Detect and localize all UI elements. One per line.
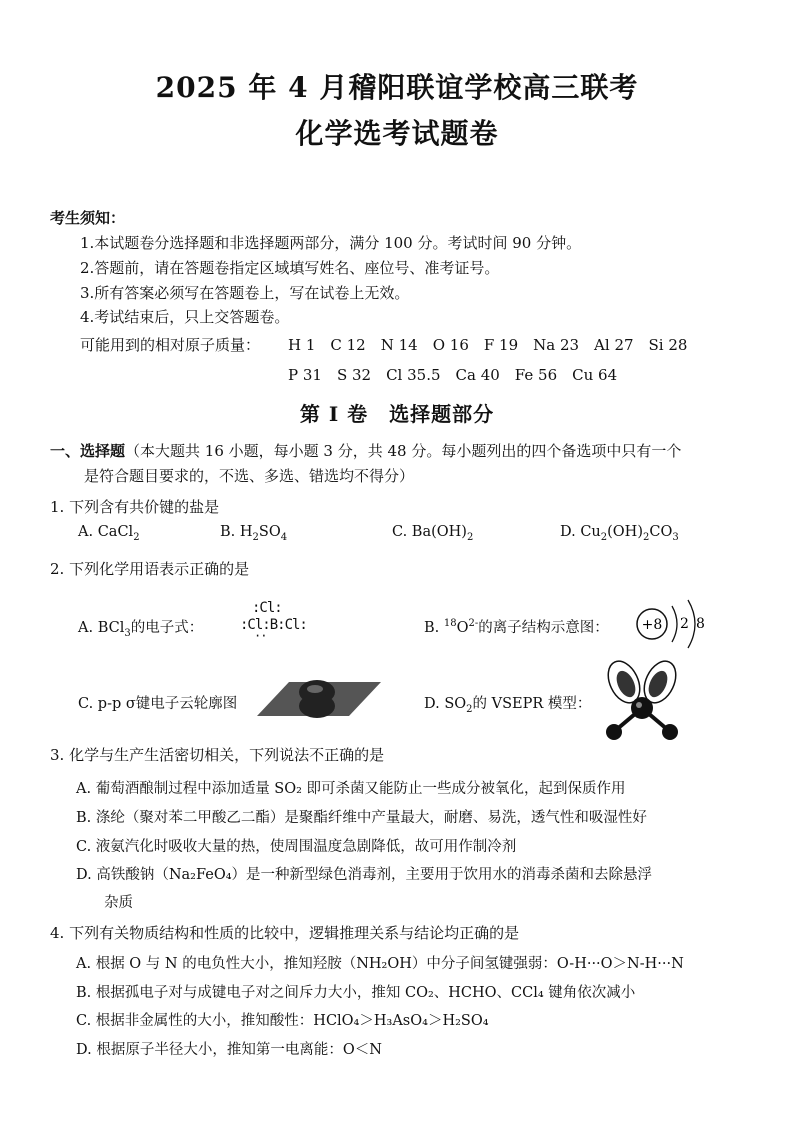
q2-b-label: B. — [424, 620, 440, 636]
atomic-mass-line2: P 31 S 32 Cl 35.5 Ca 40 Fe 56 Cu 64 — [288, 366, 618, 384]
q3-option-a: A. 葡萄酒酿制过程中添加适量 SO₂ 即可杀菌又能防止一些成分被氧化，起到保质作用 — [76, 781, 626, 797]
central-atom-highlight — [636, 702, 642, 708]
q2-stem: 2. 下列化学用语表示正确的是 — [50, 560, 250, 578]
section-desc-line2: 是符合题目要求的，不选、多选、错选均不得分） — [84, 467, 415, 485]
q3-option-d: D. 高铁酸钠（Na₂FeO₄）是一种新型绿色消毒剂，主要用于饮用水的消毒杀菌和去除悬浮 — [76, 867, 653, 883]
q2-option-c: C. p-p σ键电子云轮廓图 — [78, 696, 238, 712]
notice-item: 2.答题前，请在答题卷指定区域填写姓名、座位号、准考证号。 — [80, 259, 500, 277]
q1-option-d: D. $Cu_2(OH)_2CO_3$ — [560, 524, 679, 543]
part-title: 第 I 卷 选择题部分 — [299, 402, 495, 426]
atomic-mass-label: 可能用到的相对原子质量： — [80, 336, 261, 354]
notice-item: 1.本试题卷分选择题和非选择题两部分，满分 100 分。考试时间 90 分钟。 — [80, 234, 582, 252]
so2-vsepr-model — [598, 660, 690, 744]
atomic-mass-line1: H 1 C 12 N 14 O 16 F 19 Na 23 Al 27 Si 28 — [288, 336, 688, 354]
exam-title: 2025 年 4 月稽阳联谊学校高三联考 — [155, 71, 639, 104]
terminal-atom-left — [606, 724, 622, 740]
q1-b-label: B. — [220, 524, 236, 540]
q3-option-c: C. 液氨汽化时吸收大量的热，使周围温度急剧降低，故可用作制冷剂 — [76, 839, 517, 855]
q1-option-b: B. $H_2SO_4$ — [220, 524, 288, 543]
exam-subtitle: 化学选考试题卷 — [295, 117, 499, 150]
section-header — [50, 440, 681, 461]
q1-d-label: D. — [560, 524, 576, 540]
q2-d-label: D. — [424, 696, 440, 712]
q2-b-suffix: 的离子结构示意图： — [478, 620, 609, 636]
notice-item: 3.所有答案必须写在答题卷上，写在试卷上无效。 — [80, 284, 410, 302]
q3-option-b: B. 涤纶（聚对苯二甲酸乙二酯）是聚酯纤维中产量最大，耐磨、易洗，透气性和吸湿性好 — [76, 810, 647, 826]
q1-option-c: C. $Ba(OH)_2$ — [392, 524, 474, 543]
nucleus-charge: +8 — [641, 617, 663, 633]
orbital-lobe-lower — [299, 694, 335, 718]
q2-d-suffix: 的 VSEPR 模型： — [472, 696, 592, 712]
q4-option-d: D. 根据原子半径大小，推知第一电离能：O＜N — [76, 1042, 382, 1058]
electron-shell-1 — [672, 606, 677, 642]
q1-stem: 1. 下列含有共价键的盐是 — [50, 498, 220, 516]
q2-a-label: A. — [78, 620, 94, 636]
orbital-highlight — [307, 685, 323, 693]
notice-item: 4.考试结束后，只上交答题卷。 — [80, 308, 290, 326]
q4-stem: 4. 下列有关物质结构和性质的比较中，逻辑推理关系与结论均正确的是 — [50, 924, 520, 942]
q1-c-label: C. — [392, 524, 408, 540]
q4-option-c: C. 根据非金属性的大小，推知酸性：HClO₄＞H₃AsO₄＞H₂SO₄ — [76, 1013, 489, 1029]
q2-option-d: D. $SO_2$的 VSEPR 模型： — [424, 696, 592, 715]
shell-2-count: 8 — [696, 616, 705, 632]
electron-shell-2 — [688, 600, 695, 648]
q4-option-a: A. 根据 O 与 N 的电负性大小，推知羟胺（NH₂OH）中分子间氢键强弱：O-H···O＞N-H···N — [76, 956, 684, 972]
q3-stem: 3. 化学与生产生活密切相关，下列说法不正确的是 — [50, 746, 385, 764]
terminal-atom-right — [662, 724, 678, 740]
q1-option-a: A. CaCl$_2$ — [78, 524, 140, 543]
section-desc: （本大题共 16 小题，每小题 3 分，共 48 分。每小题列出的四个备选项中只有一个 — [125, 442, 682, 460]
notice-heading: 考生须知： — [50, 209, 126, 227]
shell-1-count: 2 — [680, 616, 689, 632]
q2-option-b: B. $^{18}O^{2-}$的离子结构示意图： — [424, 618, 609, 636]
q1-a-label: A. — [78, 524, 94, 540]
central-atom — [631, 697, 653, 719]
q4-option-b: B. 根据孤电子对与成键电子对之间斥力大小，推知 CO₂、HCHO、CCl₄ 键角依次减小 — [76, 985, 636, 1001]
pp-sigma-cloud-diagram — [253, 672, 383, 724]
q2-option-a: A. BCl$_3$的电子式： — [78, 620, 204, 639]
bcl3-lewis-structure: :Cl: :Cl:B:Cl: ·· — [240, 600, 307, 643]
ion-structure-diagram — [630, 596, 714, 652]
section-label: 一、选择题 — [50, 442, 126, 460]
q2-a-suffix: 的电子式： — [130, 620, 204, 636]
q3-option-d-cont: 杂质 — [104, 895, 133, 911]
